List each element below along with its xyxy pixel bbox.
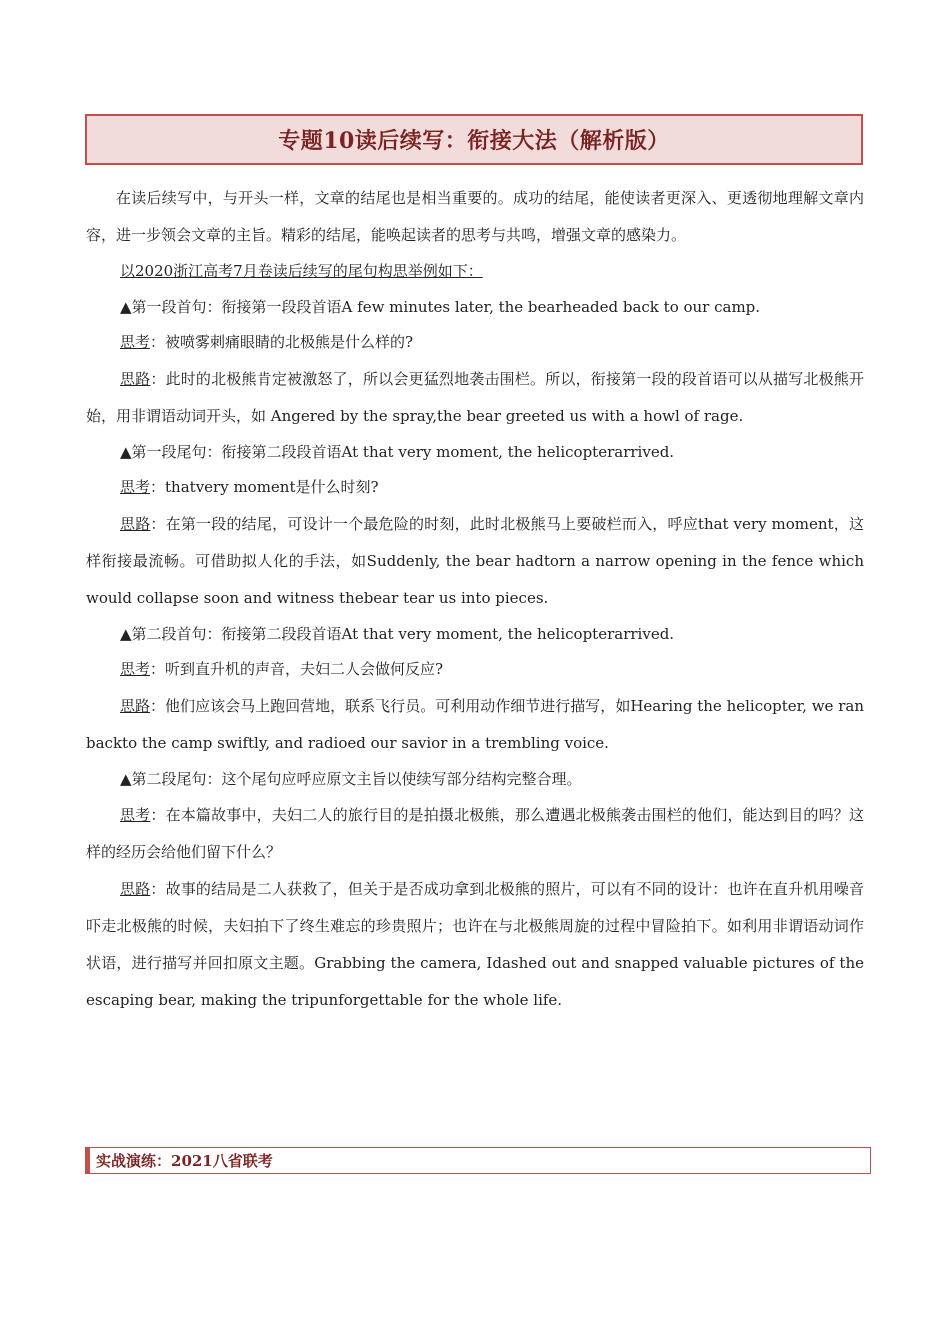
item-heading [86,762,864,798]
think-label: 思考 [120,660,151,678]
label-colon: ： [150,696,166,715]
think-text: 被喷雾刺痛眼睛的北极熊是什么样的? [165,333,414,351]
think-text: 在本篇故事中，夫妇二人的旅行目的是拍摄北极熊，那么遭遇北极熊袭击围栏的他们，能达到目的吗？这样的经历会给他们留下什么？ [86,806,864,861]
example-heading [86,254,864,290]
document-body [86,180,864,1019]
think-paragraph [86,797,864,871]
idea-paragraph [86,361,864,435]
item-heading-text: 第一段尾句：衔接第二段段首语At that very moment, the helicopterarrived. [131,442,675,461]
think-label: 思考 [120,806,151,824]
think-text: thatvery moment是什么时刻? [165,478,379,496]
idea-text: 他们应该会马上跑回营地，联系飞行员。可利用动作细节进行描写，如Hearing the helicopter, we ran backto the camp swiftly, and radioed our savior in a trembling voice. [86,696,864,752]
triangle-marker-icon: ▲ [120,442,132,461]
item-heading-text: 第二段首句：衔接第二段段首语At that very moment, the helicopterarrived. [131,624,675,643]
label-colon: ： [150,660,166,678]
triangle-marker-icon: ▲ [120,297,132,316]
section-title: 实战演练：2021八省联考 [96,1152,273,1170]
title-box [85,114,863,165]
idea-text: 在第一段的结尾，可设计一个最危险的时刻，此时北极熊马上要破栏而入，呼应that very moment，这样衔接最流畅。可借助拟人化的手法，如Suddenly, the bear hadtorn a narrow opening in the fence which would collapse soon and witness thebear tear us into pieces. [86,514,864,607]
item-heading [86,435,864,471]
idea-text: 故事的结局是二人获救了，但关于是否成功拿到北极熊的照片，可以有不同的设计：也许在直升机用噪音吓走北极熊的时候，夫妇拍下了终生难忘的珍贵照片；也许在与北极熊周旋的过程中冒险拍下。如利用非谓语动词作状语，进行描写并回扣原文主题。Grabbing the camera, Idashed out and snapped valuable pictures of the escaping bear, making the tripunforgettable for the whole life. [86,880,864,1009]
idea-paragraph [86,506,864,617]
idea-label: 思路 [120,514,151,533]
think-line [86,652,864,688]
think-label: 思考 [120,478,151,496]
idea-paragraph [86,871,864,1019]
think-text: 听到直升机的声音，夫妇二人会做何反应? [165,660,444,678]
idea-label: 思路 [120,696,151,715]
triangle-marker-icon: ▲ [120,769,132,788]
think-line [86,470,864,506]
idea-paragraph [86,688,864,762]
item-heading-text: 第一段首句：衔接第一段段首语A few minutes later, the bearheaded back to our camp. [131,297,761,316]
idea-label: 思路 [120,880,151,898]
item-heading-text: 第二段尾句：这个尾句应呼应原文主旨以使续写部分结构完整合理。 [131,769,582,788]
idea-text: 此时的北极熊肯定被激怒了，所以会更猛烈地袭击围栏。所以，衔接第一段的段首语可以从描写北极熊开始，用非谓语动词开头，如 Angered by the spray,the bear greeted us with a howl of rage. [86,369,864,425]
intro-paragraph: 在读后续写中，与开头一样，文章的结尾也是相当重要的。成功的结尾，能使读者更深入、更透彻地理解文章内容，进一步领会文章的主旨。精彩的结尾，能唤起读者的思考与共鸣，增强文章的感染力。 [86,189,864,244]
section-heading-box [85,1147,871,1174]
think-label: 思考 [120,333,151,351]
label-colon: ： [150,806,166,824]
label-colon: ： [150,369,166,388]
label-colon: ： [150,333,166,351]
item-heading [86,617,864,653]
label-colon: ： [150,880,166,898]
think-line [86,325,864,361]
example-heading-text: 以2020浙江高考7月卷读后续写的尾句构思举例如下： [120,262,483,280]
idea-label: 思路 [120,369,151,388]
item-heading [86,290,864,326]
label-colon: ： [150,478,166,496]
label-colon: ： [150,514,166,533]
triangle-marker-icon: ▲ [120,624,132,643]
page-title: 专题10读后续写：衔接大法（解析版） [278,128,670,154]
